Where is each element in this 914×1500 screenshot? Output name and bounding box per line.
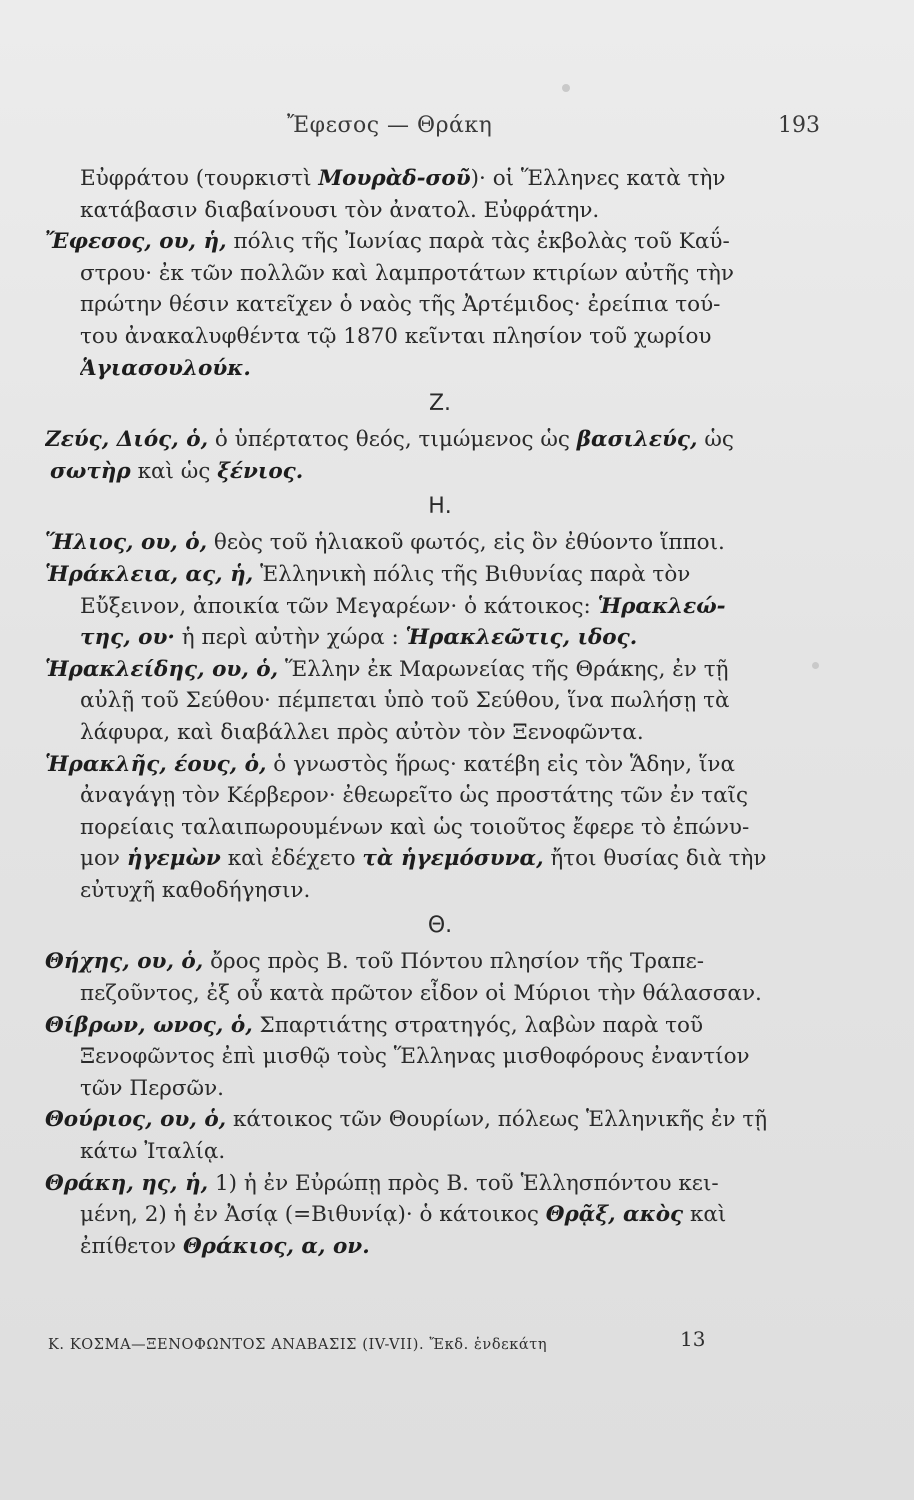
text-line: πρώτην θέσιν κατεῖχεν ὁ ναὸς τῆς Ἀρτέμιδος· ἐρείπια τού- <box>80 292 721 318</box>
text-line: του ἀνακαλυφθέντα τῷ 1870 κεῖνται πλησίον τοῦ χωρίου <box>80 323 712 349</box>
text-line: κατάβασιν διαβαίνουσι τὸν ἀνατολ. Εὐφράτην. <box>80 197 600 223</box>
entry-efesos: Ἔφεσος, ου, ἡ, πόλις τῆς Ἰωνίας παρὰ τὰς ἐκβολὰς τοῦ Καΰ- <box>45 229 730 255</box>
text-line: λάφυρα, καὶ διαβάλλει πρὸς αὐτὸν τὸν Ξενοφῶντα. <box>80 719 644 745</box>
signature-mark: 13 <box>680 1327 706 1351</box>
text-line: της, ου· ἡ περὶ αὐτὴν χώρα : Ἡρακλεῶτις, ιδος. <box>80 625 638 651</box>
section-heading-z: Ζ. <box>428 391 452 417</box>
text-line: κάτω Ἰταλίᾳ. <box>80 1139 226 1165</box>
emphasized-term: Θρᾷξ, ακὸς <box>545 1202 684 1228</box>
entry-lemma: Θίβρων, ωνος, ὁ, <box>45 1012 253 1038</box>
emphasized-term: ἡγεμὼν <box>126 846 221 872</box>
emphasized-term: σωτὴρ <box>50 458 131 484</box>
entry-lemma: Ἥλιος, ου, ὁ, <box>45 530 208 556</box>
entry-lemma: Θούριος, ου, ὁ, <box>45 1107 227 1133</box>
text-line: αὐλῇ τοῦ Σεύθου· πέμπεται ὑπὸ τοῦ Σεύθου, ἵνα πωλήσῃ τὰ <box>80 688 730 714</box>
emphasized-term: βασιλεύς, <box>576 427 698 453</box>
entry-thourios: Θούριος, ου, ὁ, κάτοικος τῶν Θουρίων, πόλεως Ἑλληνικῆς ἐν τῇ <box>45 1107 768 1133</box>
imprint-line: Κ. ΚΟΣΜΑ—ΞΕΝΟΦΩΝΤΟΣ ΑΝΑΒΑΣΙΣ (IV-VII). Ἔκδ. ἑνδεκάτη <box>48 1337 548 1353</box>
entry-herakleia: Ἡράκλεια, ας, ἡ, Ἑλληνικὴ πόλις τῆς Βιθυνίας παρὰ τὸν <box>45 561 691 587</box>
emphasized-term: τὰ ἡγεμόσυνα, <box>362 846 544 872</box>
text-line: ἐπίθετον Θράκιος, α, ον. <box>80 1233 370 1259</box>
text-line: Εὐφράτου (τουρκιστὶ Μουρὰδ-σοῦ)· οἱ Ἕλληνες κατὰ τὴν <box>80 166 726 191</box>
entry-lemma: Ἡράκλεια, ας, ἡ, <box>45 561 254 587</box>
entry-theches: Θήχης, ου, ὁ, ὄρος πρὸς Β. τοῦ Πόντου πλησίον τῆς Τραπε- <box>45 949 705 975</box>
text-line: μένη, 2) ἡ ἐν Ἀσίᾳ (=Βιθυνίᾳ)· ὁ κάτοικος Θρᾷξ, ακὸς καὶ <box>80 1202 727 1228</box>
running-title: Ἔφεσος — Θράκη <box>287 113 493 138</box>
page-header <box>0 113 914 143</box>
glossary-text <box>45 163 850 1262</box>
emphasized-term: της, ου· <box>80 625 175 651</box>
entry-herakleides: Ἡρακλείδης, ου, ὁ, Ἕλλην ἐκ Μαρωνείας τῆς Θράκης, ἐν τῇ <box>45 656 729 682</box>
emphasized-term: Μουρὰδ-σοῦ <box>318 166 471 191</box>
entry-lemma: Ἡρακλῆς, έους, ὁ, <box>45 751 267 777</box>
text-line: σωτὴρ καὶ ὡς ξένιος. <box>50 458 304 484</box>
emphasized-term: Ἡρακλεῶτις, ιδος. <box>405 625 638 651</box>
section-heading-h: Η. <box>428 494 452 520</box>
emphasized-term: Ἁγιασουλούκ. <box>80 355 251 381</box>
emphasized-term: ξένιος. <box>217 458 304 484</box>
text-line: πεζοῦντος, ἐξ οὗ κατὰ πρῶτον εἶδον οἱ Μύριοι τὴν θάλασσαν. <box>80 981 762 1007</box>
page-number: 193 <box>778 113 820 138</box>
entry-thibron: Θίβρων, ωνος, ὁ, Σπαρτιάτης στρατηγός, λαβὼν παρὰ τοῦ <box>45 1012 704 1038</box>
text-line: μον ἡγεμὼν καὶ ἐδέχετο τὰ ἡγεμόσυνα, ἤτοι θυσίας διὰ τὴν <box>80 846 767 872</box>
entry-thrake: Θράκη, ης, ἡ, 1) ἡ ἐν Εὐρώπῃ πρὸς Β. τοῦ Ἑλλησπόντου κει- <box>45 1170 719 1196</box>
text-line: ἀναγάγῃ τὸν Κέρβερον· ἐθεωρεῖτο ὡς προστάτης τῶν ἐν ταῖς <box>80 783 749 809</box>
text-line: Ξενοφῶντος ἐπὶ μισθῷ τοὺς Ἕλληνας μισθοφόρους ἐναντίον <box>80 1044 750 1070</box>
entry-lemma: Ἡρακλείδης, ου, ὁ, <box>45 656 279 682</box>
text-line: εὐτυχῆ καθοδήγησιν. <box>80 877 311 903</box>
entry-lemma: Θράκη, ης, ἡ, <box>45 1170 209 1196</box>
entry-lemma: Ἔφεσος, ου, ἡ, <box>45 229 227 255</box>
entry-lemma: Ζεύς, Διός, ὁ, <box>45 427 209 453</box>
emphasized-term: Ἡρακλεώ- <box>597 593 726 619</box>
text-line: Εὔξεινον, ἀποικία τῶν Μεγαρέων· ὁ κάτοικος: Ἡρακλεώ- <box>80 593 726 619</box>
entry-herakles: Ἡρακλῆς, έους, ὁ, ὁ γνωστὸς ἥρως· κατέβη εἰς τὸν Ἅδην, ἵνα <box>45 751 735 777</box>
emphasized-term: Θράκιος, α, ον. <box>182 1233 370 1259</box>
text-line: τῶν Περσῶν. <box>80 1075 224 1101</box>
entry-helios: Ἥλιος, ου, ὁ, θεὸς τοῦ ἡλιακοῦ φωτός, εἰς ὃν ἐθύοντο ἵπποι. <box>45 530 725 556</box>
entry-lemma: Θήχης, ου, ὁ, <box>45 949 204 975</box>
paper-speck <box>562 84 570 92</box>
section-heading-th: Θ. <box>427 913 453 939</box>
text-line: πορείαις ταλαιπωρουμένων καὶ ὡς τοιοῦτος ἔφερε τὸ ἐπώνυ- <box>80 814 750 840</box>
text-line: στρου· ἐκ τῶν πολλῶν καὶ λαμπροτάτων κτιρίων αὐτῆς τὴν <box>80 260 734 286</box>
entry-zeus: Ζεύς, Διός, ὁ, ὁ ὑπέρτατος θεός, τιμώμενος ὡς βασιλεύς, ὡς <box>45 427 734 453</box>
page-footer <box>0 1327 914 1363</box>
